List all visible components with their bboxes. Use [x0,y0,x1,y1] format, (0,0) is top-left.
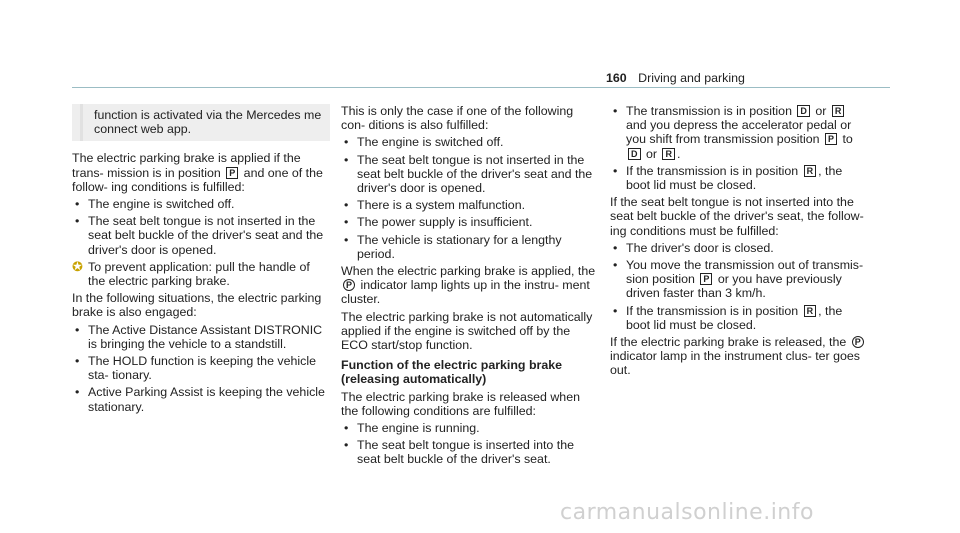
bullet-icon: • [344,198,349,213]
parking-brake-indicator-icon: P [343,279,355,291]
list-item [610,241,868,255]
list-item [341,215,599,229]
text: or you have previously driven faster than 3 km/h. [626,272,842,301]
list-item-text: The HOLD function is keeping the vehicle sta- tionary. [88,354,316,383]
page-header [606,71,745,85]
bullet-icon: • [613,258,618,273]
bullet-list [610,241,868,332]
section-heading: Function of the electric parking brake (releasing automatically) [341,358,563,387]
paragraph: In the following situations, the electric parking brake is also engaged: [72,291,322,320]
list-item [610,304,868,332]
bullet-icon: • [344,135,349,150]
bullet-icon: • [613,303,618,318]
list-item [341,438,599,466]
parking-brake-indicator-icon: P [852,336,864,348]
text: The transmission is in position [626,104,792,118]
tip [72,260,330,288]
text: . [676,146,681,161]
tip-text: To prevent application: pull the handle of the electric parking brake. [88,259,310,289]
text: indicator lamp in the instrument clus- ter goes out. [610,349,860,378]
text: indicator lamp lights up in the instru- ment cluster. [341,278,590,307]
list-item-text: There is a system malfunction. [357,198,526,213]
bullet-icon: • [344,152,349,167]
text: If the transmission is in position [626,163,799,178]
list-item-text: The driver's door is closed. [626,240,774,255]
text: or [645,146,657,161]
bullet-icon: • [75,322,80,337]
list-item [341,421,599,435]
note-box [72,104,330,141]
bullet-icon: • [344,232,349,247]
paragraph: The electric parking brake is not automatically applied if the engine is switched off by the ECO start/stop function. [341,309,593,353]
text: If the electric parking brake is released, the [610,335,847,350]
list-item [72,385,330,413]
text: and you depress the accelerator pedal or you shift from transmission position [626,118,852,147]
list-item-text: The power supply is insufficient. [357,215,533,230]
list-item [341,233,599,261]
list-item-text: The engine is switched off. [357,135,504,150]
list-item [341,135,599,149]
list-item-text: The engine is switched off. [88,197,235,212]
column-2 [341,104,599,470]
bullet-list [610,104,868,192]
paragraph [610,335,868,378]
paragraph [72,151,330,194]
bullet-icon: • [344,215,349,230]
list-item-text: The engine is running. [357,421,480,436]
text: , the boot lid must be closed. [626,303,843,332]
text: or [815,104,827,118]
bullet-icon: • [75,197,80,212]
bullet-icon: • [613,104,618,118]
bullet-icon: • [344,421,349,436]
p-symbol-icon: P [825,133,837,145]
list-item-text: The vehicle is stationary for a lengthy period. [357,232,562,261]
bullet-list [72,197,330,257]
list-item-text: The seat belt tongue is inserted into the seat belt buckle of the driver's seat. [357,438,574,467]
bullet-list [341,421,599,467]
r-symbol-icon: R [804,305,817,317]
list-item [72,214,330,257]
bullet-icon: • [75,385,80,400]
p-symbol-icon: P [226,167,238,179]
text: If the transmission is in position [626,303,799,318]
r-symbol-icon: R [832,105,845,117]
list-item [341,153,599,196]
list-item-text: The seat belt tongue is not inserted in the seat belt buckle of the driver's seat and the driver's door is opened. [88,214,324,257]
paragraph: This is only the case if one of the following con- ditions is also fulfilled: [341,104,574,133]
r-symbol-icon: R [804,165,817,177]
bullet-icon: • [344,438,349,453]
text: , the boot lid must be closed. [626,163,843,193]
list-item [72,197,330,211]
lightbulb-icon: ✪ [72,258,83,274]
d-symbol-icon: D [628,148,641,160]
list-item [610,104,868,161]
bullet-list [341,135,599,261]
bullet-icon: • [75,354,80,369]
header-rule [72,87,890,88]
note-text: function is activated via the Mercedes me connect web app. [94,108,322,137]
text: You move the transmission out of transmis- sion position [626,258,864,287]
list-item-text: The Active Distance Assistant DISTRONIC is bringing the vehicle to a standstill. [88,322,323,351]
watermark: carmanualsonline.info [560,500,814,525]
paragraph [341,264,599,307]
paragraph: If the seat belt tongue is not inserted into the seat belt buckle of the driver's seat, the follow- ing conditions must be fulfilled: [610,195,864,238]
bullet-list [72,323,330,414]
list-item-text: Active Parking Assist is keeping the vehicle stationary. [88,385,325,414]
list-item [610,164,868,192]
list-item-text: The seat belt tongue is not inserted in the seat belt buckle of the driver's seat and the driver's door is opened. [357,152,593,196]
page-number: 160 [606,71,627,85]
list-item [341,198,599,212]
list-item [72,354,330,382]
text: and one of the follow- ing conditions is fulfilled: [72,165,323,194]
text: When the electric parking brake is applied, the [341,264,596,279]
bullet-icon: • [613,163,618,178]
paragraph: The electric parking brake is released when the following conditions are fulfilled: [341,389,580,418]
section-title: Driving and parking [638,71,745,85]
p-symbol-icon: P [700,273,712,285]
bullet-icon: • [613,240,618,255]
column-1 [72,104,330,417]
column-3 [610,104,868,381]
list-item [72,323,330,351]
text: The electric parking brake is applied if the trans- mission is in position [72,151,301,180]
text: to [842,132,853,147]
r-symbol-icon: R [662,148,675,160]
list-item [610,258,868,301]
d-symbol-icon: D [797,105,810,117]
bullet-icon: • [75,214,80,229]
